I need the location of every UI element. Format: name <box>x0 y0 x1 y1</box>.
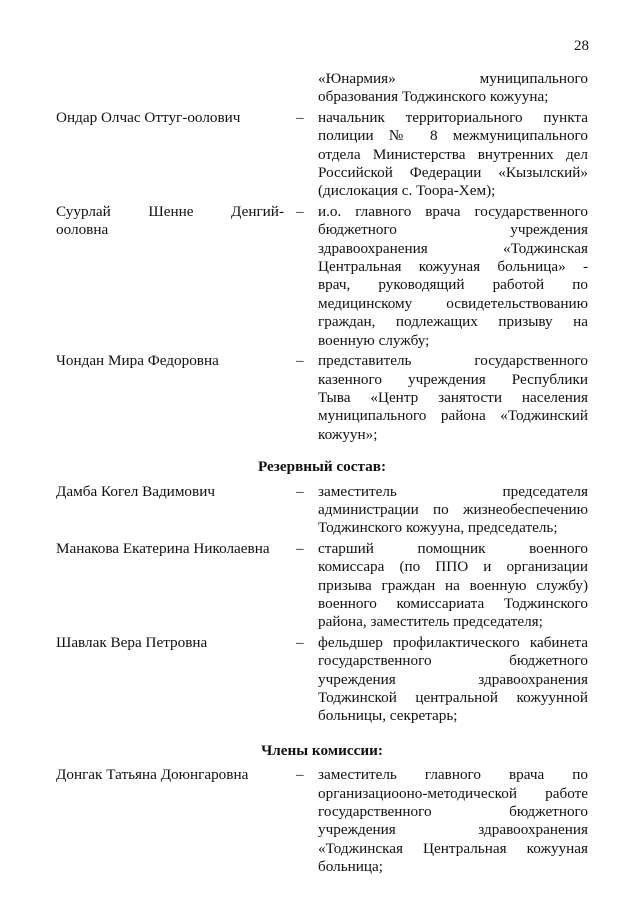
member-role-line: заместитель главного врача по <box>318 766 588 784</box>
member-role-line: военного комиссариата Тоджинского <box>318 594 588 612</box>
member-role <box>318 540 588 632</box>
member-row <box>56 483 588 538</box>
member-row <box>56 109 588 201</box>
dash-separator: – <box>296 766 304 784</box>
member-name-line: ооловна <box>56 221 109 239</box>
dash-separator: – <box>296 352 304 370</box>
member-name <box>56 634 292 652</box>
continuation-row <box>56 70 588 107</box>
member-role-line: и.о. главного врача государственного <box>318 202 588 220</box>
dash-separator: – <box>296 482 304 500</box>
member-role-line: учреждения здравоохранения <box>318 821 588 839</box>
member-role-line: заместитель председателя <box>318 482 588 500</box>
member-role-line: государственного бюджетного <box>318 652 588 670</box>
member-name-line: Манакова Екатерина Николаевна <box>56 539 270 557</box>
member-role-line: администрации по жизнеобеспечению <box>318 500 588 518</box>
member-role-line: (дислокация с. Тоора-Хем); <box>318 182 496 200</box>
member-role-line: комиссара (по ППО и организации <box>318 558 588 576</box>
member-name <box>56 109 292 127</box>
member-role-line: Тыва «Центр занятости населения <box>318 388 588 406</box>
member-role-line: представитель государственного <box>318 352 588 370</box>
member-role <box>318 634 588 726</box>
member-role-line: больница; <box>318 858 383 876</box>
member-name <box>56 483 292 501</box>
member-name-line: Ондар Олчас Оттуг-оолович <box>56 108 241 126</box>
members-heading: Члены комиссии: <box>261 741 383 759</box>
member-name <box>56 766 292 784</box>
dash-separator: – <box>296 539 304 557</box>
member-role-line: района, заместитель председателя; <box>318 613 543 631</box>
member-role-line: бюджетного учреждения <box>318 221 588 239</box>
page-number: 28 <box>574 38 589 54</box>
member-role <box>318 109 588 201</box>
dash-separator: – <box>296 202 304 220</box>
member-role-line: организациооно-методической работе <box>318 784 588 802</box>
member-name-line: Чондан Мира Федоровна <box>56 352 219 370</box>
member-row <box>56 352 588 444</box>
member-name-line: Суурлай Шенне Денгий- <box>56 202 284 220</box>
reserve-member-list <box>56 483 588 726</box>
member-role-line: Тоджинского кожууна, председатель; <box>318 519 558 537</box>
member-role-line: Тоджинской центральной кожуунной <box>318 689 588 706</box>
member-name <box>56 203 292 240</box>
member-role-line: Центральная кожууная больница» - <box>318 258 588 276</box>
dash-separator: – <box>296 633 304 651</box>
member-role-line: фельдшер профилактического кабинета <box>318 633 588 651</box>
member-row <box>56 540 588 632</box>
member-role-line: врач, руководящий работой по <box>318 276 588 294</box>
member-name-line: Дамба Когел Вадимович <box>56 482 215 500</box>
member-name <box>56 352 292 370</box>
member-role-line: учреждения здравоохранения <box>318 670 588 688</box>
member-role <box>318 766 588 876</box>
member-role-line: казенного учреждения Республики <box>318 370 588 388</box>
continuation-line: «Юнармия» муниципального <box>318 70 588 87</box>
dash-separator: – <box>296 108 304 126</box>
member-role-line: муниципального района «Тоджинский <box>318 407 588 425</box>
member-name <box>56 540 292 558</box>
member-role-line: Российской Федерации «Кызылский» <box>318 164 588 182</box>
commission-member-list <box>56 766 588 876</box>
member-role-line: отдела Министерства внутренних дел <box>318 145 588 163</box>
member-role-line: государственного бюджетного <box>318 803 588 821</box>
continuation-text <box>318 70 588 107</box>
document-body <box>56 70 588 877</box>
main-member-list <box>56 109 588 444</box>
member-name-line: Шавлак Вера Петровна <box>56 633 208 651</box>
member-role-line: кожуун»; <box>318 425 378 443</box>
member-role-line: больницы, секретарь; <box>318 707 458 725</box>
member-role <box>318 352 588 444</box>
member-role-line: медицинскому освидетельствованию <box>318 294 588 312</box>
member-role-line: «Тоджинская Центральная кожууная <box>318 839 588 857</box>
member-role-line: здравоохранения «Тоджинская <box>318 239 588 257</box>
member-row <box>56 634 588 726</box>
member-role-line: призыва граждан на военную службу) <box>318 576 588 594</box>
continuation-line: образования Тоджинского кожууна; <box>318 88 549 106</box>
member-role-line: граждан, подлежащих призыву на <box>318 313 588 331</box>
reserve-heading: Резервный состав: <box>257 458 387 476</box>
member-row <box>56 766 588 876</box>
member-name-line: Донгак Татьяна Доюнгаровна <box>56 766 249 784</box>
member-role <box>318 483 588 538</box>
member-role-line: старший помощник военного <box>318 539 588 557</box>
member-role <box>318 203 588 350</box>
member-row <box>56 203 588 350</box>
member-role-line: полиции № 8 межмуниципального <box>318 127 588 145</box>
member-role-line: военную службу; <box>318 331 430 349</box>
member-role-line: начальник территориального пункта <box>318 108 588 126</box>
